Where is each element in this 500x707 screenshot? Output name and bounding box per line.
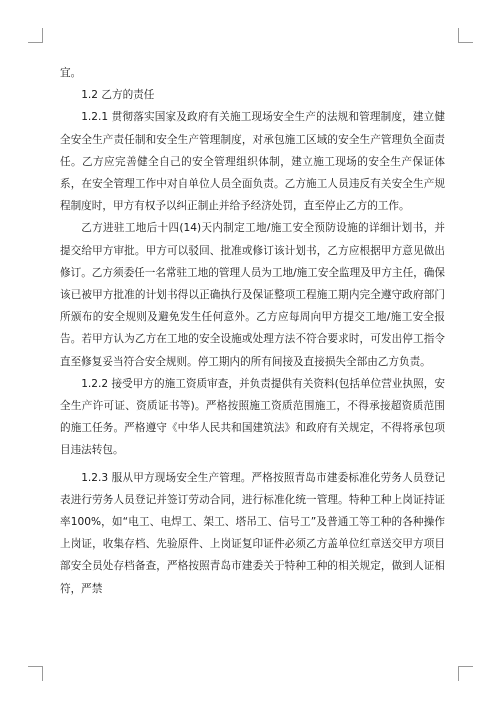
paragraph-continuation: 宜。 [60,67,82,79]
paragraph-1-2-2: 1.2.2 接受甲方的施工资质审查，并负责提供有关资料(包括单位营业执照，安全生产许可证、资质证书等)。严格按照施工资质范围施工，不得承接超资质范围的施工任务。严格遵守《中华人民共和国建筑法》和政府有关规定，不得将承包项目违法转包。 [60,377,445,457]
crop-mark-bottom-right [458,666,473,681]
crop-mark-top-right [458,28,473,43]
paragraph-1-2-1: 1.2.1 贯彻落实国家及政府有关施工现场安全生产的法规和管理制度，建立健全安全生产责任制和安全生产管理制度，对承包施工区域的安全生产管理负全面责任。乙方应完善健全自己的安全管理组织体制，建立施工现场的安全生产保证体系，在安全管理工作中对自单位人员全面负责。乙方施工人员违反有关安全生产规程制度时，甲方有权予以纠正制止并给予经济处罚，直至停止乙方的工作。 [60,111,445,213]
section-heading: 1.2 乙方的责任 [81,89,155,102]
crop-mark-top-left [28,28,43,43]
paragraph-safety-plan: 乙方进驻工地后十四(14)天内制定工地/施工安全预防设施的详细计划书，并提交给甲方审批。甲方可以驳回、批准或修订该计划书，乙方应根据甲方意见做出修订。乙方须委任一名常驻工地的管理人员为工地/施工安全监理及甲方主任，确保该已被甲方批准的计划书得以正确执行及保证整项工程施工期内完全遵守政府部门所颁布的安全规则及避免发生任何意外。乙方应每周向甲方提交工地/施工安全报告。若甲方认为乙方在工地的安全设施或处理方法不符合要求时，可发出停工指令直至修复妥当符合安全规则。停工期内的所有间接及直接损失全部由乙方负责。 [60,222,445,368]
paragraph-1-2-3: 1.2.3 服从甲方现场安全生产管理。严格按照青岛市建委标准化劳务人员登记表进行劳务人员登记并签订劳动合同，进行标准化统一管理。特种工种上岗证持证率100%，如“电工、电焊工、架工、塔吊工、信号工”及普通工等工种的各种操作上岗证，收集存档、先验原件、上岗证复印证件必须乙方盖单位红章送交甲方项目部安全员处存档备查，严格按照青岛市建委关于特种工种的相关规定，做到人证相符，严禁 [60,471,445,595]
document-body [60,62,445,600]
crop-mark-bottom-left [28,666,43,681]
